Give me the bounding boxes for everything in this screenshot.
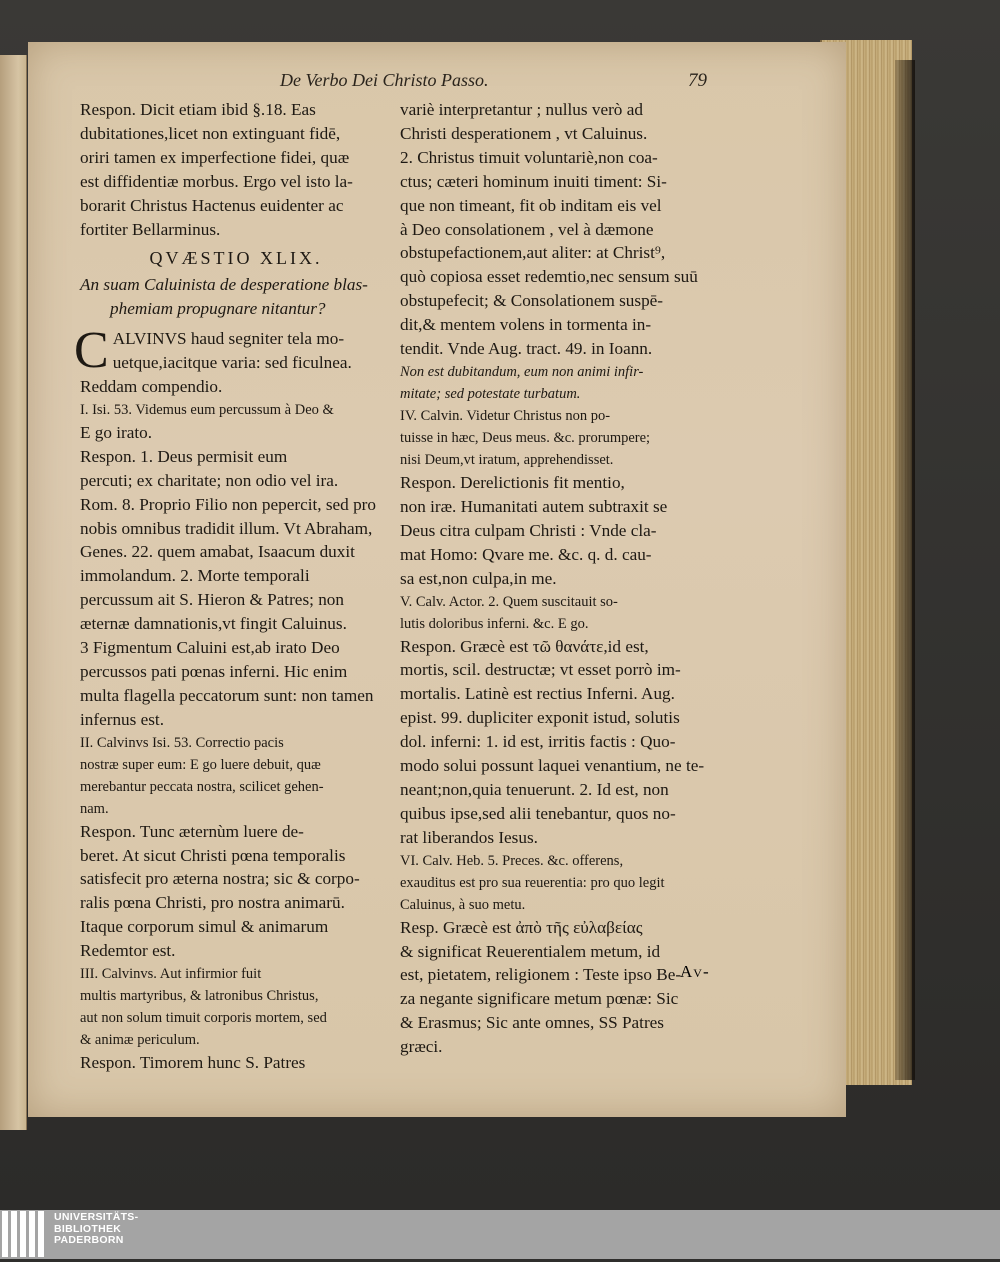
text-line: oriri tamen ex imperfectione fidei, quæ xyxy=(80,147,350,167)
text-line: nobis omnibus tradidit illum. Vt Abraham, xyxy=(80,518,373,538)
text-line: modo solui possunt laquei venantium, ne te- xyxy=(400,756,705,776)
catchword: Av- xyxy=(680,962,710,981)
question-title: An suam Caluinista de desperatione blas- xyxy=(80,275,368,295)
text-line: tuisse in hæc, Deus meus. &c. prorumpere; xyxy=(400,429,651,446)
text-line: & significat Reuerentialem metum, id xyxy=(400,941,661,961)
text-line: dol. inferni: 1. id est, irritis factis : Quo- xyxy=(400,732,676,752)
text-line: uetque,iacitque varia: sed ficulnea. xyxy=(112,353,352,373)
text-line: 3 Figmentum Caluini est,ab irato Deo xyxy=(80,638,340,658)
text-line: Genes. 22. quem amabat, Isaacum duxit xyxy=(80,542,355,562)
text-line: borarit Christus Hactenus euidenter ac xyxy=(80,195,344,215)
text-line: merebantur peccata nostra, scilicet gehen- xyxy=(80,778,324,795)
text-line: græci. xyxy=(400,1037,443,1057)
text-line: VI. Calv. Heb. 5. Preces. &c. offerens, xyxy=(400,852,624,869)
text-line: Redemtor est. xyxy=(80,941,176,961)
left-column xyxy=(74,98,392,1075)
text-line: & animæ periculum. xyxy=(80,1032,200,1049)
text-line: æternæ damnationis,vt fingit Caluinus. xyxy=(80,614,347,634)
text-line: nostræ super eum: E go luere debuit, quæ xyxy=(80,756,321,773)
text-line: mortis, scil. destructæ; vt esset porrò im- xyxy=(400,660,681,680)
library-logo-icon xyxy=(2,1211,47,1257)
text-line: sa est,non culpa,in me. xyxy=(400,568,557,588)
text-line: lutis doloribus inferni. &c. E go. xyxy=(400,615,589,632)
text-line: à Deo consolationem , vel à dæmone xyxy=(400,219,654,239)
text-line: Non est dubitandum, eum non animi infir- xyxy=(400,363,644,380)
text-line: multis martyribus, & latronibus Christus, xyxy=(80,988,319,1005)
text-line: fortiter Bellarminus. xyxy=(80,219,221,239)
text-line: multa flagella peccatorum sunt: non tamen xyxy=(80,685,374,705)
facing-page-edge xyxy=(0,55,27,1130)
running-head: De Verbo Dei Christo Passo. xyxy=(280,70,489,90)
text-line: Itaque corporum simul & animarum xyxy=(80,917,329,937)
text-line: & Erasmus; Sic ante omnes, SS Patres xyxy=(400,1013,664,1033)
text-line: exauditus est pro sua reuerentia: pro quo legit xyxy=(400,874,665,891)
text-line: Caluinus, à suo metu. xyxy=(400,896,526,913)
text-line: que non timeant, fit ob inditam eis vel xyxy=(400,195,662,215)
text-line: neant;non,quia tenuerunt. 2. Id est, non xyxy=(400,779,669,799)
question-heading: QVÆSTIO XLIX. xyxy=(149,248,323,269)
text-line: Reddam compendio. xyxy=(80,376,223,396)
page-edges-shadow xyxy=(895,60,915,1080)
text-line: tendit. Vnde Aug. tract. 49. in Ioann. xyxy=(400,339,653,359)
text-line: III. Calvinvs. Aut infirmior fuit xyxy=(80,966,262,983)
text-line: Respon. Derelictionis fit mentio, xyxy=(400,472,625,492)
text-line: IV. Calvin. Videtur Christus non po- xyxy=(400,407,611,424)
text-line: quò copiosa esset redemtio,nec sensum suū xyxy=(400,267,698,287)
text-line: est diffidentiæ morbus. Ergo vel isto la- xyxy=(80,171,353,191)
text-line: est, pietatem, religionem : Teste ipso Be- xyxy=(400,965,682,985)
text-line: beret. At sicut Christi pœna temporalis xyxy=(80,845,346,865)
library-name-line: UNIVERSITÄTS- xyxy=(54,1211,139,1223)
text-line: Respon. 1. Deus permisit eum xyxy=(80,446,288,466)
text-line: satisfecit pro æterna nostra; sic & corpo- xyxy=(80,869,360,889)
library-name xyxy=(54,1212,138,1247)
library-name-line: PADERBORN xyxy=(54,1234,124,1247)
text-line: percuti; ex charitate; non odio vel ira. xyxy=(80,470,339,490)
text-line: Respon. Tunc æternùm luere de- xyxy=(80,821,304,841)
text-line: obstupefactionem,aut aliter: at Christ⁹, xyxy=(400,243,666,263)
text-line: Respon. Timorem hunc S. Patres xyxy=(80,1053,306,1073)
page-number: 79 xyxy=(688,70,707,91)
text-line: epist. 99. dupliciter exponit istud, solutis xyxy=(400,708,680,728)
text-line: nam. xyxy=(80,800,109,817)
text-line: nisi Deum,vt iratum, apprehendisset. xyxy=(400,451,614,468)
text-line: mortalis. Latinè est rectius Inferni. Aug. xyxy=(400,684,675,704)
text-line: I. Isi. 53. Videmus eum percussum à Deo & xyxy=(80,401,334,418)
text-line: ctus; cæteri hominum inuiti timent: Si- xyxy=(400,171,667,191)
text-line: Christi desperationem , vt Caluinus. xyxy=(400,123,648,143)
text-line: variè interpretantur ; nullus verò ad xyxy=(400,100,643,119)
drop-cap: C xyxy=(74,322,109,380)
text-line: Rom. 8. Proprio Filio non pepercit, sed pro xyxy=(80,494,376,514)
text-line: mat Homo: Qvare me. &c. q. d. cau- xyxy=(400,544,652,564)
text-line: E go irato. xyxy=(80,422,153,442)
question-title: phemiam propugnare nitantur? xyxy=(110,299,326,319)
text-line: V. Calv. Actor. 2. Quem suscitauit so- xyxy=(400,593,618,610)
text-line: dit,& mentem volens in tormenta in- xyxy=(400,315,652,335)
text-line: ALVINVS haud segniter tela mo- xyxy=(112,329,345,349)
text-line: percussum ait S. Hieron & Patres; non xyxy=(80,590,344,610)
text-line: percussos pati pœnas inferni. Hic enim xyxy=(80,661,348,681)
text-line: dubitationes,licet non extinguant fidē, xyxy=(80,123,341,143)
footer-bar xyxy=(0,1210,1000,1259)
text-line: II. Calvinvs Isi. 53. Correctio pacis xyxy=(80,734,284,751)
text-line: Deus citra culpam Christi : Vnde cla- xyxy=(400,520,657,540)
right-column xyxy=(400,98,718,1059)
text-line: 2. Christus timuit voluntariè,non coa- xyxy=(400,147,658,167)
text-line: ralis pœna Christi, pro nostra animarū. xyxy=(80,893,345,913)
text-line: mitate; sed potestate turbatum. xyxy=(400,385,581,402)
text-line: non iræ. Humanitati autem subtraxit se xyxy=(400,496,668,516)
text-line: infernus est. xyxy=(80,709,165,729)
text-line: quibus ipse,sed alii tenebantur, quos no- xyxy=(400,803,676,823)
text-line: Respon. Græcè est τῶ θανάτε,id est, xyxy=(400,636,649,656)
text-line: za negante significare metum pœnæ: Sic xyxy=(400,989,679,1009)
library-name-line: BIBLIOTHEK xyxy=(54,1222,122,1235)
text-line: rat liberandos Iesus. xyxy=(400,827,538,847)
text-line: immolandum. 2. Morte temporali xyxy=(80,566,310,586)
text-line: aut non solum timuit corporis mortem, sed xyxy=(80,1010,327,1027)
text-line: Respon. Dicit etiam ibid §.18. Eas xyxy=(80,100,316,119)
text-line: obstupefecit; & Consolationem suspē- xyxy=(400,291,664,311)
text-line: Resp. Græcè est ἀπὸ τῆς εὐλαβείας xyxy=(400,917,643,937)
